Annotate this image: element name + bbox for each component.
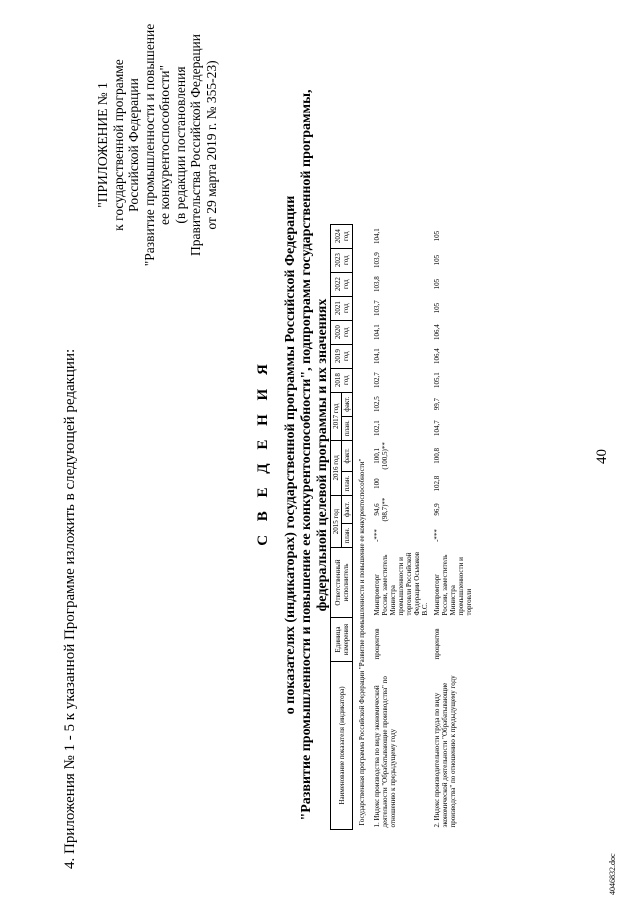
table-row (371, 224, 431, 829)
subtitle-line: о показателях (индикаторах) государственной программы Российской Федерации (283, 195, 298, 715)
cell-2018: 105,1 (433, 372, 441, 389)
cell-2019: 104,1 (373, 348, 381, 365)
appendix-line: (в редакции постановления (172, 66, 188, 224)
cell-2024: 104,1 (373, 228, 381, 245)
document-title: С В Е Д Е Н И Я (255, 359, 271, 546)
cell-2023: 103,9 (373, 252, 381, 269)
cell-2017-plan: 102,1 (373, 420, 381, 437)
header-2023: 2023 год (331, 248, 353, 272)
header-2020: 2020 год (331, 320, 353, 344)
section-title: Государственная программа Российской Федерации "Развитие промышленности и повышение ее конкурентоспособности" (358, 458, 366, 826)
page-number: 40 (594, 449, 610, 464)
document-subtitle (283, 25, 331, 885)
header-2021: 2021 год (331, 296, 353, 320)
header-unit: Единица измерения (331, 618, 353, 662)
cell-2017-fact: 99,7 (433, 398, 441, 411)
header-plan: план. (342, 524, 353, 548)
cell-2017-fact: 102,5 (373, 396, 381, 413)
appendix-line: к государственной программе (110, 59, 126, 231)
cell-2015-plan: -*** (373, 529, 381, 542)
cell-2020: 104,1 (373, 324, 381, 341)
header-responsible: Ответственный исполнитель (331, 548, 353, 618)
cell-2015-fact: 94,6 (98,7)** (373, 497, 389, 522)
cell-2016-plan: 100 (373, 478, 381, 489)
header-2019: 2019 год (331, 344, 353, 368)
header-fact: факт. (342, 392, 353, 416)
appendix-line: "ПРИЛОЖЕНИЕ № 1 (95, 82, 110, 208)
cell-2021: 103,7 (373, 300, 381, 317)
header-2016: 2016 год (331, 440, 342, 495)
header-plan: план. (342, 472, 353, 496)
header-plan: план. (342, 416, 353, 440)
subtitle-line: "Развитие промышленности и повышение ее конкурентоспособности", подпрограмм государственной программы, (299, 89, 314, 821)
intro-text: 4. Приложения № 1 - 5 к указанной Программе изложить в следующей редакции: (62, 348, 78, 869)
cell-2016-plan: 102,8 (433, 475, 441, 492)
indicator-unit: процентов (373, 628, 381, 660)
subtitle-line: федеральной целевой программы и их значениях (315, 298, 330, 612)
indicator-unit: процентов (433, 628, 441, 660)
indicator-name: 1. Индекс производства по виду экономической деятельности "Обрабатывающие производства" по отношению к предыдущему году (373, 676, 397, 828)
header-2018: 2018 год (331, 368, 353, 392)
cell-2015-plan: -*** (433, 529, 441, 542)
cell-2018: 102,7 (373, 372, 381, 389)
cell-2022: 103,8 (373, 276, 381, 293)
indicator-name: 2. Индекс производительности труда по виду экономической деятельности "Обрабатывающие производства" по отношению к предыдущему году (433, 675, 457, 828)
appendix-line: от 29 марта 2019 г. № 355-23) (203, 60, 219, 230)
file-footer: 4046832.doc (608, 853, 617, 895)
cell-2022: 105 (433, 278, 441, 290)
cell-2015-fact: 96,9 (433, 503, 441, 516)
header-fact: факт. (342, 496, 353, 524)
header-2015: 2015 год (331, 496, 342, 548)
cell-2020: 106,4 (433, 324, 441, 341)
indicators-table (330, 224, 475, 830)
cell-2017-plan: 104,7 (433, 420, 441, 437)
appendix-line: "Развитие промышленности и повышение (141, 23, 157, 267)
cell-2019: 106,4 (433, 348, 441, 365)
header-2024: 2024 год (331, 224, 353, 248)
cell-2016-fact: 100,8 (433, 448, 441, 464)
header-name: Наименование показателя (индикатора) (331, 662, 353, 830)
cell-2016-fact: 100,1 (100,5)** (373, 442, 389, 470)
appendix-line: Российской Федерации (126, 78, 141, 212)
header-fact: факт. (342, 440, 353, 471)
appendix-header (95, 5, 219, 285)
indicator-responsible: Минпромторг России, заместитель Министра промышленности и торговли Российской Федерации Осьмаков В.С. (373, 551, 429, 616)
table-row (431, 224, 475, 829)
appendix-line: ее конкурентоспособности" (157, 65, 172, 225)
appendix-line: Правительства Российской Федерации (188, 34, 203, 256)
indicator-responsible: Минпромторг России, заместитель Министра промышленности и торговли (433, 554, 473, 616)
header-2022: 2022 год (331, 272, 353, 296)
cell-2021: 105 (433, 302, 441, 314)
cell-2023: 105 (433, 254, 441, 266)
header-2017: 2017 год (331, 392, 342, 440)
cell-2024: 105 (433, 230, 441, 242)
